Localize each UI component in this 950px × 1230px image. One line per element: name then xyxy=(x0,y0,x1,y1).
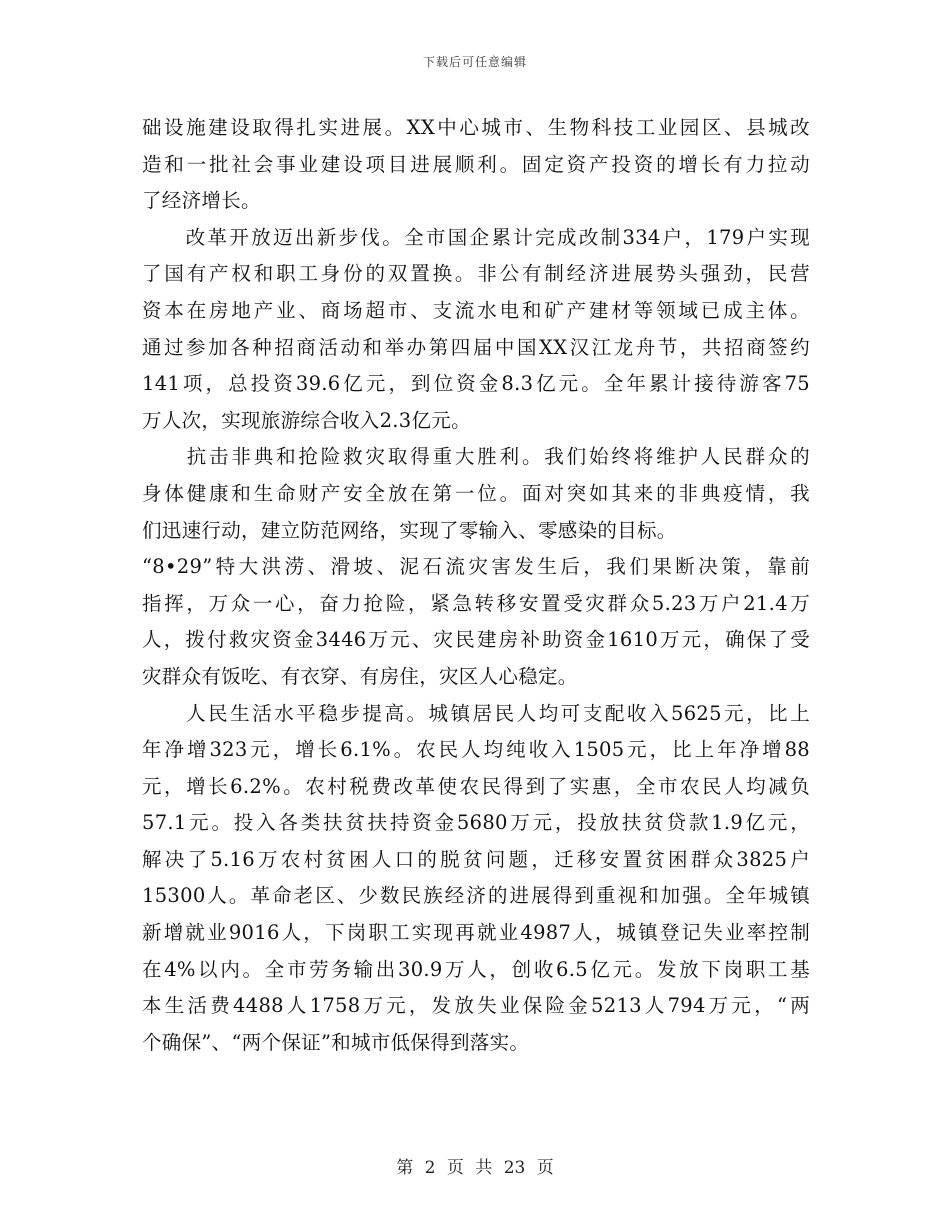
text-line: 解决了5.16万农村贫困人口的脱贫问题，迁移安置贫困群众3825户 xyxy=(142,847,810,871)
text-line: 资本在房地产业、商场超市、支流水电和矿产建材等领域已成主体。 xyxy=(142,298,810,322)
page-number-footer: 第 2 页 共 23 页 xyxy=(396,1158,554,1178)
page-header: 下载后可任意编辑 xyxy=(422,55,527,69)
text-line: 新增就业9016人，下岗职工实现再就业4987人，城镇登记失业率控制 xyxy=(142,921,810,945)
text-line: 万人次，实现旅游综合收入2.3亿元。 xyxy=(142,408,471,432)
text-line: 灾群众有饭吃、有衣穿、有房住，灾区人心稳定。 xyxy=(142,664,578,688)
text-line: 人民生活水平稳步提高。城镇居民人均可支配收入5625元，比上 xyxy=(142,701,810,725)
document-body xyxy=(142,110,810,1061)
text-line: 们迅速行动，建立防范网络，实现了零输入、零感染的目标。 xyxy=(142,518,677,542)
text-line: 57.1元。投入各类扶贫扶持资金5680万元，投放扶贫贷款1.9亿元， xyxy=(142,811,810,835)
text-line: 指挥，万众一心，奋力抢险，紧急转移安置受灾群众5.23万户21.4万 xyxy=(142,591,810,615)
text-line: 本生活费4488人1758万元，发放失业保险金5213人794万元，“两 xyxy=(142,994,810,1018)
text-line: 人，拨付救灾资金3446万元、灾民建房补助资金1610万元，确保了受 xyxy=(142,628,810,652)
text-line: 通过参加各种招商活动和举办第四届中国XX汉江龙舟节，共招商签约 xyxy=(142,335,810,359)
text-line: 15300人。革命老区、少数民族经济的进展得到重视和加强。全年城镇 xyxy=(142,884,810,908)
text-line: 年净增323元，增长6.1%。农民人均纯收入1505元，比上年净增88 xyxy=(142,738,810,762)
text-line: 141项，总投资39.6亿元，到位资金8.3亿元。全年累计接待游客75 xyxy=(142,372,810,396)
text-line: 在4%以内。全市劳务输出30.9万人，创收6.5亿元。发放下岗职工基 xyxy=(142,957,810,981)
text-line: 个确保”、“两个保证”和城市低保得到落实。 xyxy=(142,1030,530,1054)
text-line: 了国有产权和职工身份的双置换。非公有制经济进展势头强劲，民营 xyxy=(142,262,810,286)
text-line: 造和一批社会事业建设项目进展顺利。固定资产投资的增长有力拉动 xyxy=(142,152,810,176)
text-line: 元，增长6.2%。农村税费改革使农民得到了实惠，全市农民人均减负 xyxy=(142,774,810,798)
text-line: 身体健康和生命财产安全放在第一位。面对突如其来的非典疫情，我 xyxy=(142,481,810,505)
text-line: 抗击非典和抢险救灾取得重大胜利。我们始终将维护人民群众的 xyxy=(142,445,810,469)
text-line: 改革开放迈出新步伐。全市国企累计完成改制334户，179户实现 xyxy=(142,225,810,249)
text-line: 础设施建设取得扎实进展。XX中心城市、生物科技工业园区、县城改 xyxy=(142,116,810,139)
text-line: “8•29”特大洪涝、滑坡、泥石流灾害发生后，我们果断决策，靠前 xyxy=(142,555,810,579)
text-line: 了经济增长。 xyxy=(142,189,261,213)
